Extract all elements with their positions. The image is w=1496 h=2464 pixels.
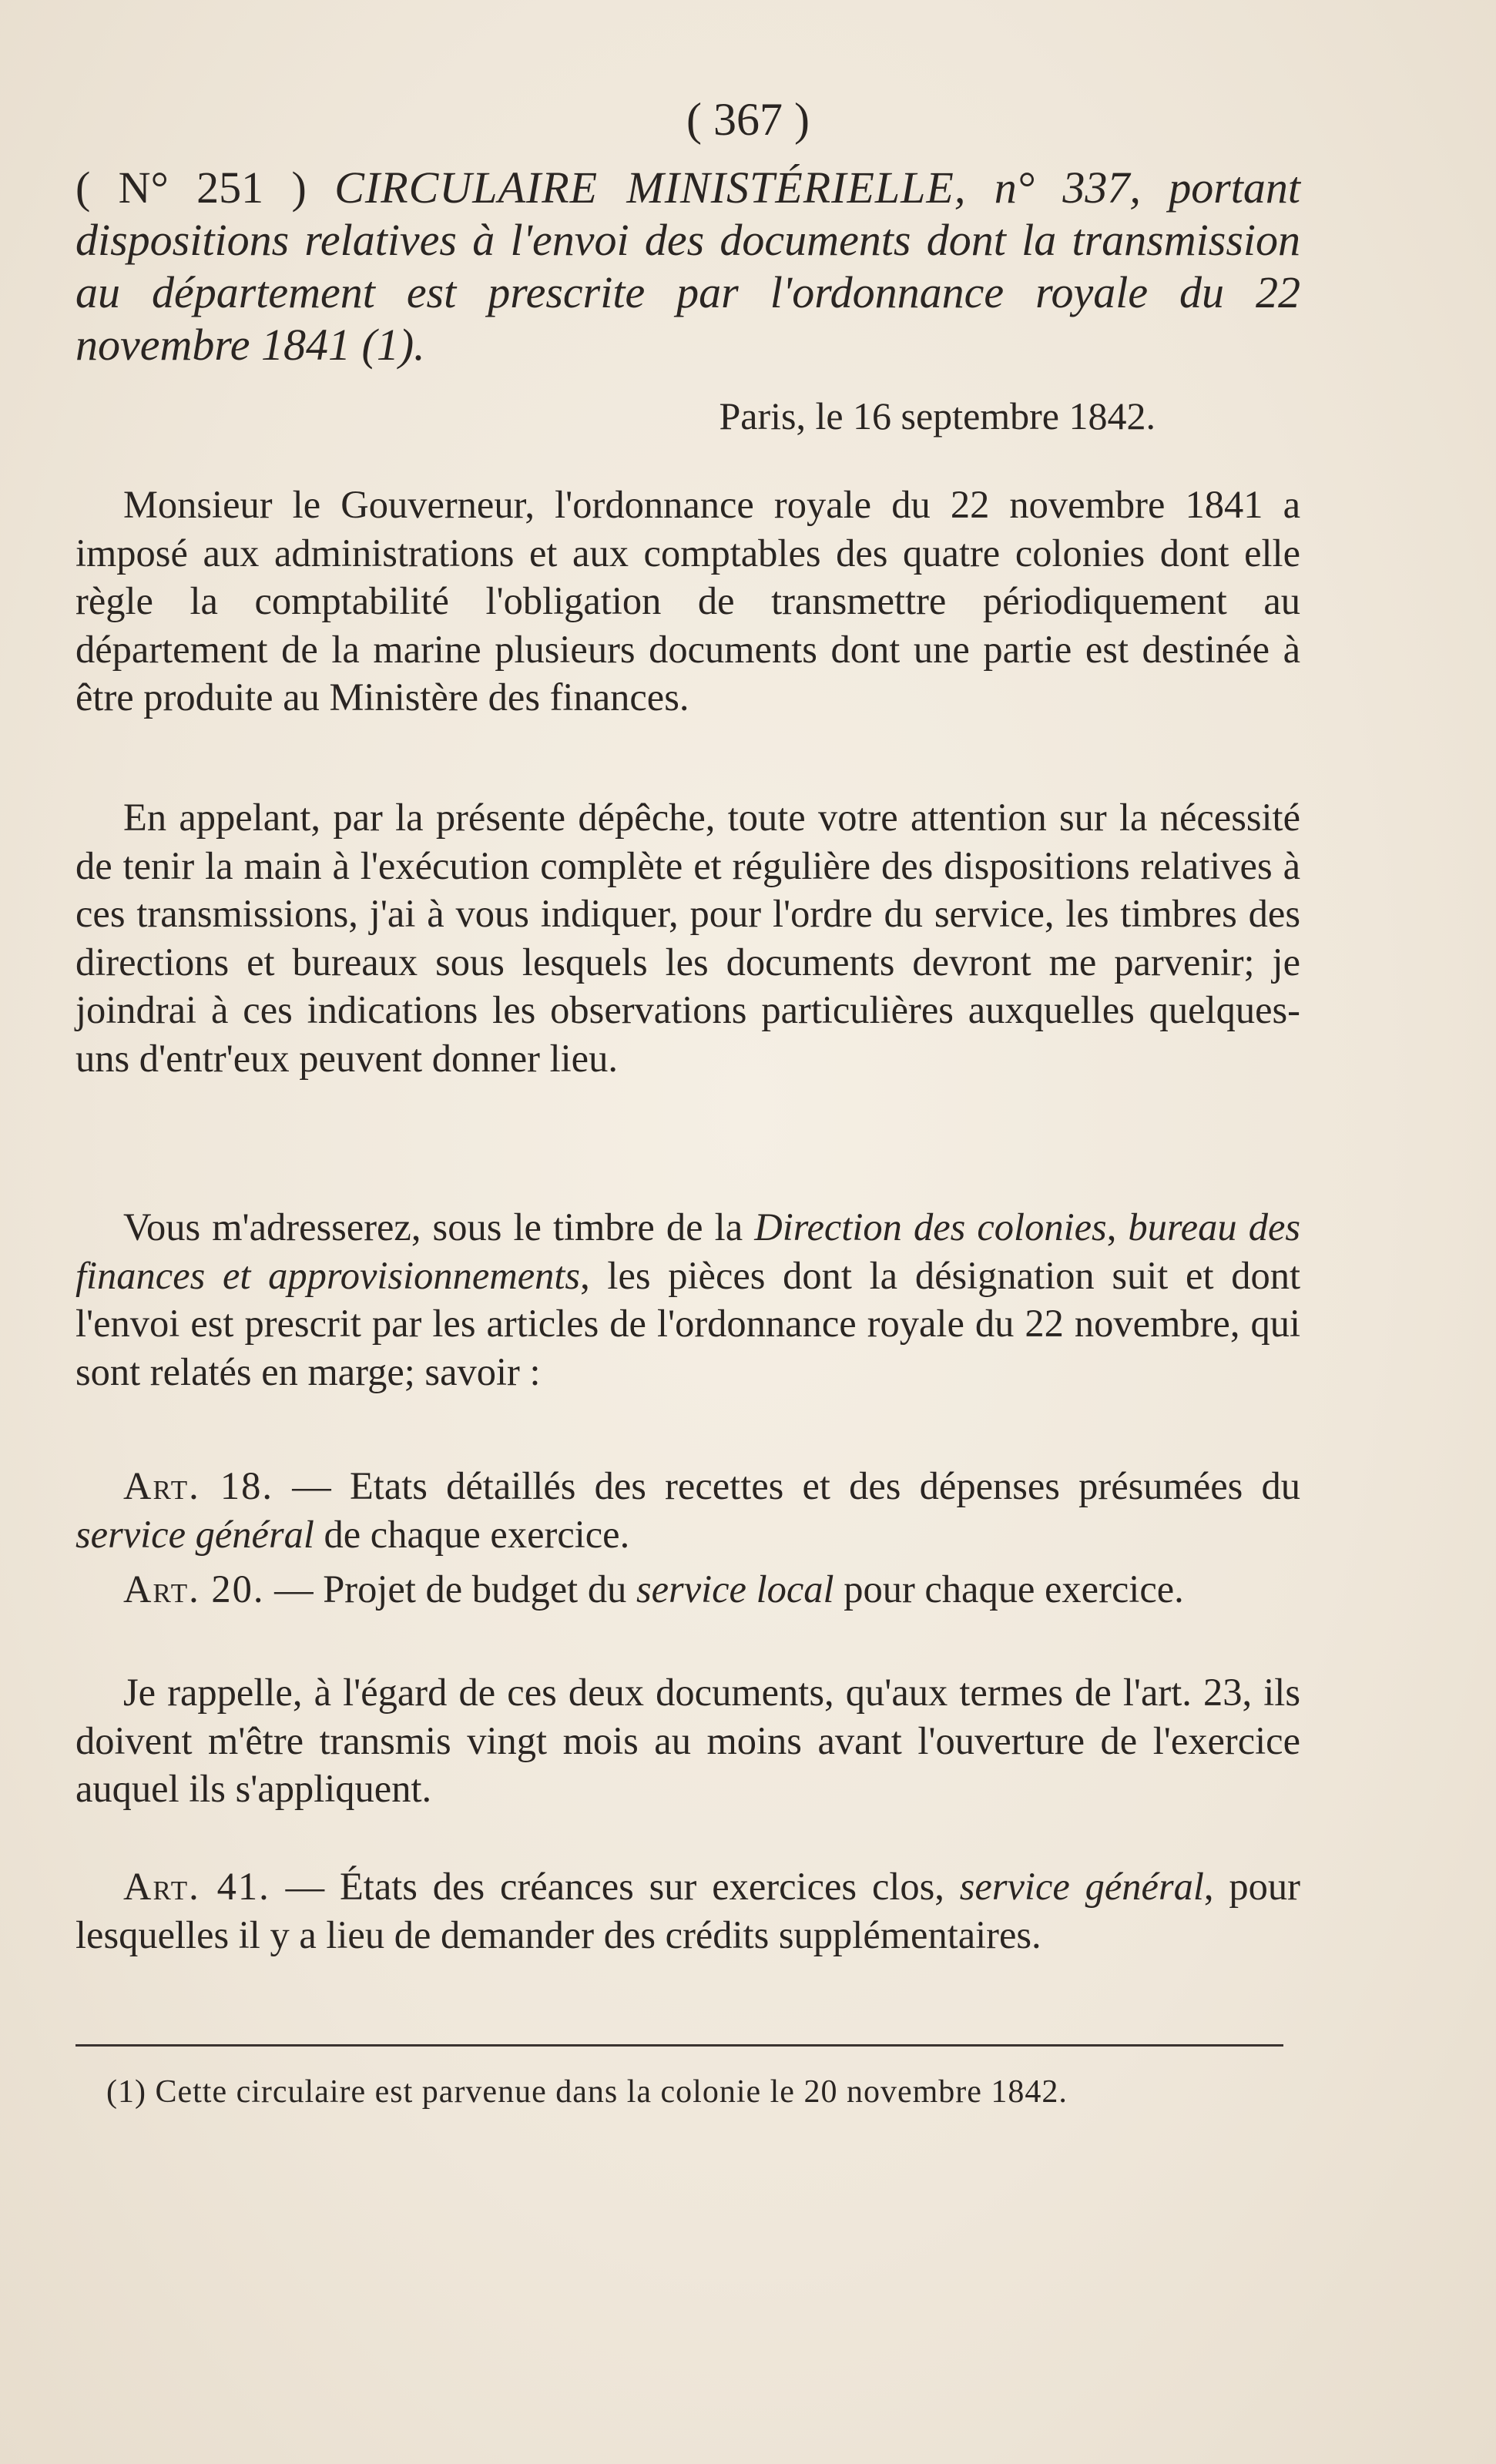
page-number: ( 367 ) — [686, 94, 810, 145]
document-heading — [75, 162, 1300, 371]
article-41 — [75, 1862, 1300, 1959]
article-18-text-a: — Etats détaillés des recettes et des dépenses présumées du — [273, 1464, 1301, 1507]
paragraph-3-direction: Direction des colonies — [754, 1205, 1107, 1249]
article-20-text-a: — Projet de budget du — [264, 1567, 636, 1611]
paragraph-3-text-c: , — [1106, 1205, 1129, 1249]
article-41-service: service général — [959, 1865, 1204, 1908]
footnote-divider — [75, 2044, 1283, 2047]
article-20-label: Art. 20. — [123, 1567, 265, 1611]
article-41-text-c: , pour lesquelles il y a lieu de demander des crédits supplémentaires. — [75, 1865, 1300, 1956]
heading-subtitle: portant dispositions relatives à l'envoi des documents dont la transmission au département est prescrite par l'ordonnance royale du 22 novembre 1841 (1). — [75, 163, 1301, 370]
paragraph-2: En appelant, par la présente dépêche, toute votre attention sur la nécessité de tenir la main à l'exécution complète et régulière des dispositions relatives à ces transmissions, j'ai à vous indiquer, pour l'ordre du service, les timbres des directions et bureaux sous lesquels les documents devront me parvenir; je joindrai à ces indications les observations particulières auxquelles quelques-uns d'entr'eux peuvent donner lieu. — [75, 796, 1300, 1080]
paragraph-reminder: Je rappelle, à l'égard de ces deux documents, qu'aux termes de l'art. 23, ils doivent m'être transmis vingt mois au moins avant l'ouverture de l'exercice auquel ils s'appliquent. — [75, 1671, 1300, 1810]
paragraph-1: Monsieur le Gouverneur, l'ordonnance royale du 22 novembre 1841 a imposé aux administrations et aux comptables des quatre colonies dont elle règle la comptabilité l'obligation de transmettre périodiquement au département de la marine plusieurs documents dont une partie est destinée à être produite au Ministère des finances. — [75, 483, 1300, 719]
article-18 — [75, 1462, 1300, 1558]
article-18-text-c: de chaque exercice. — [314, 1512, 630, 1556]
heading-title: CIRCULAIRE MINISTÉRIELLE, — [334, 163, 967, 213]
paragraph-3-bureau: bureau des finances et approvisionnements — [75, 1205, 1301, 1297]
article-18-service: service général — [75, 1512, 314, 1556]
article-41-text-a: — États des créances sur exercices clos, — [270, 1865, 960, 1908]
circular-number: n° 337, — [994, 163, 1141, 213]
article-20 — [75, 1565, 1300, 1614]
paragraph-3-text-e: , les pièces dont la désignation suit et dont l'envoi est prescrit par les articles de l'ordonnance royale du 22 novembre, qui sont relatés en marge; savoir : — [75, 1253, 1301, 1393]
footnote: (1) Cette circulaire est parvenue dans la colonie le 20 novembre 1842. — [106, 2074, 1068, 2110]
paragraph-3 — [75, 1203, 1300, 1396]
dateline: Paris, le 16 septembre 1842. — [719, 394, 1156, 437]
article-41-label: Art. 41. — [123, 1865, 270, 1908]
article-18-label: Art. 18. — [123, 1464, 274, 1507]
paragraph-3-text-a: Vous m'adresserez, sous le timbre de la — [123, 1205, 755, 1249]
heading-number: ( N° 251 ) — [75, 163, 307, 213]
article-20-service: service local — [636, 1567, 834, 1611]
article-20-text-c: pour chaque exercice. — [834, 1567, 1184, 1611]
